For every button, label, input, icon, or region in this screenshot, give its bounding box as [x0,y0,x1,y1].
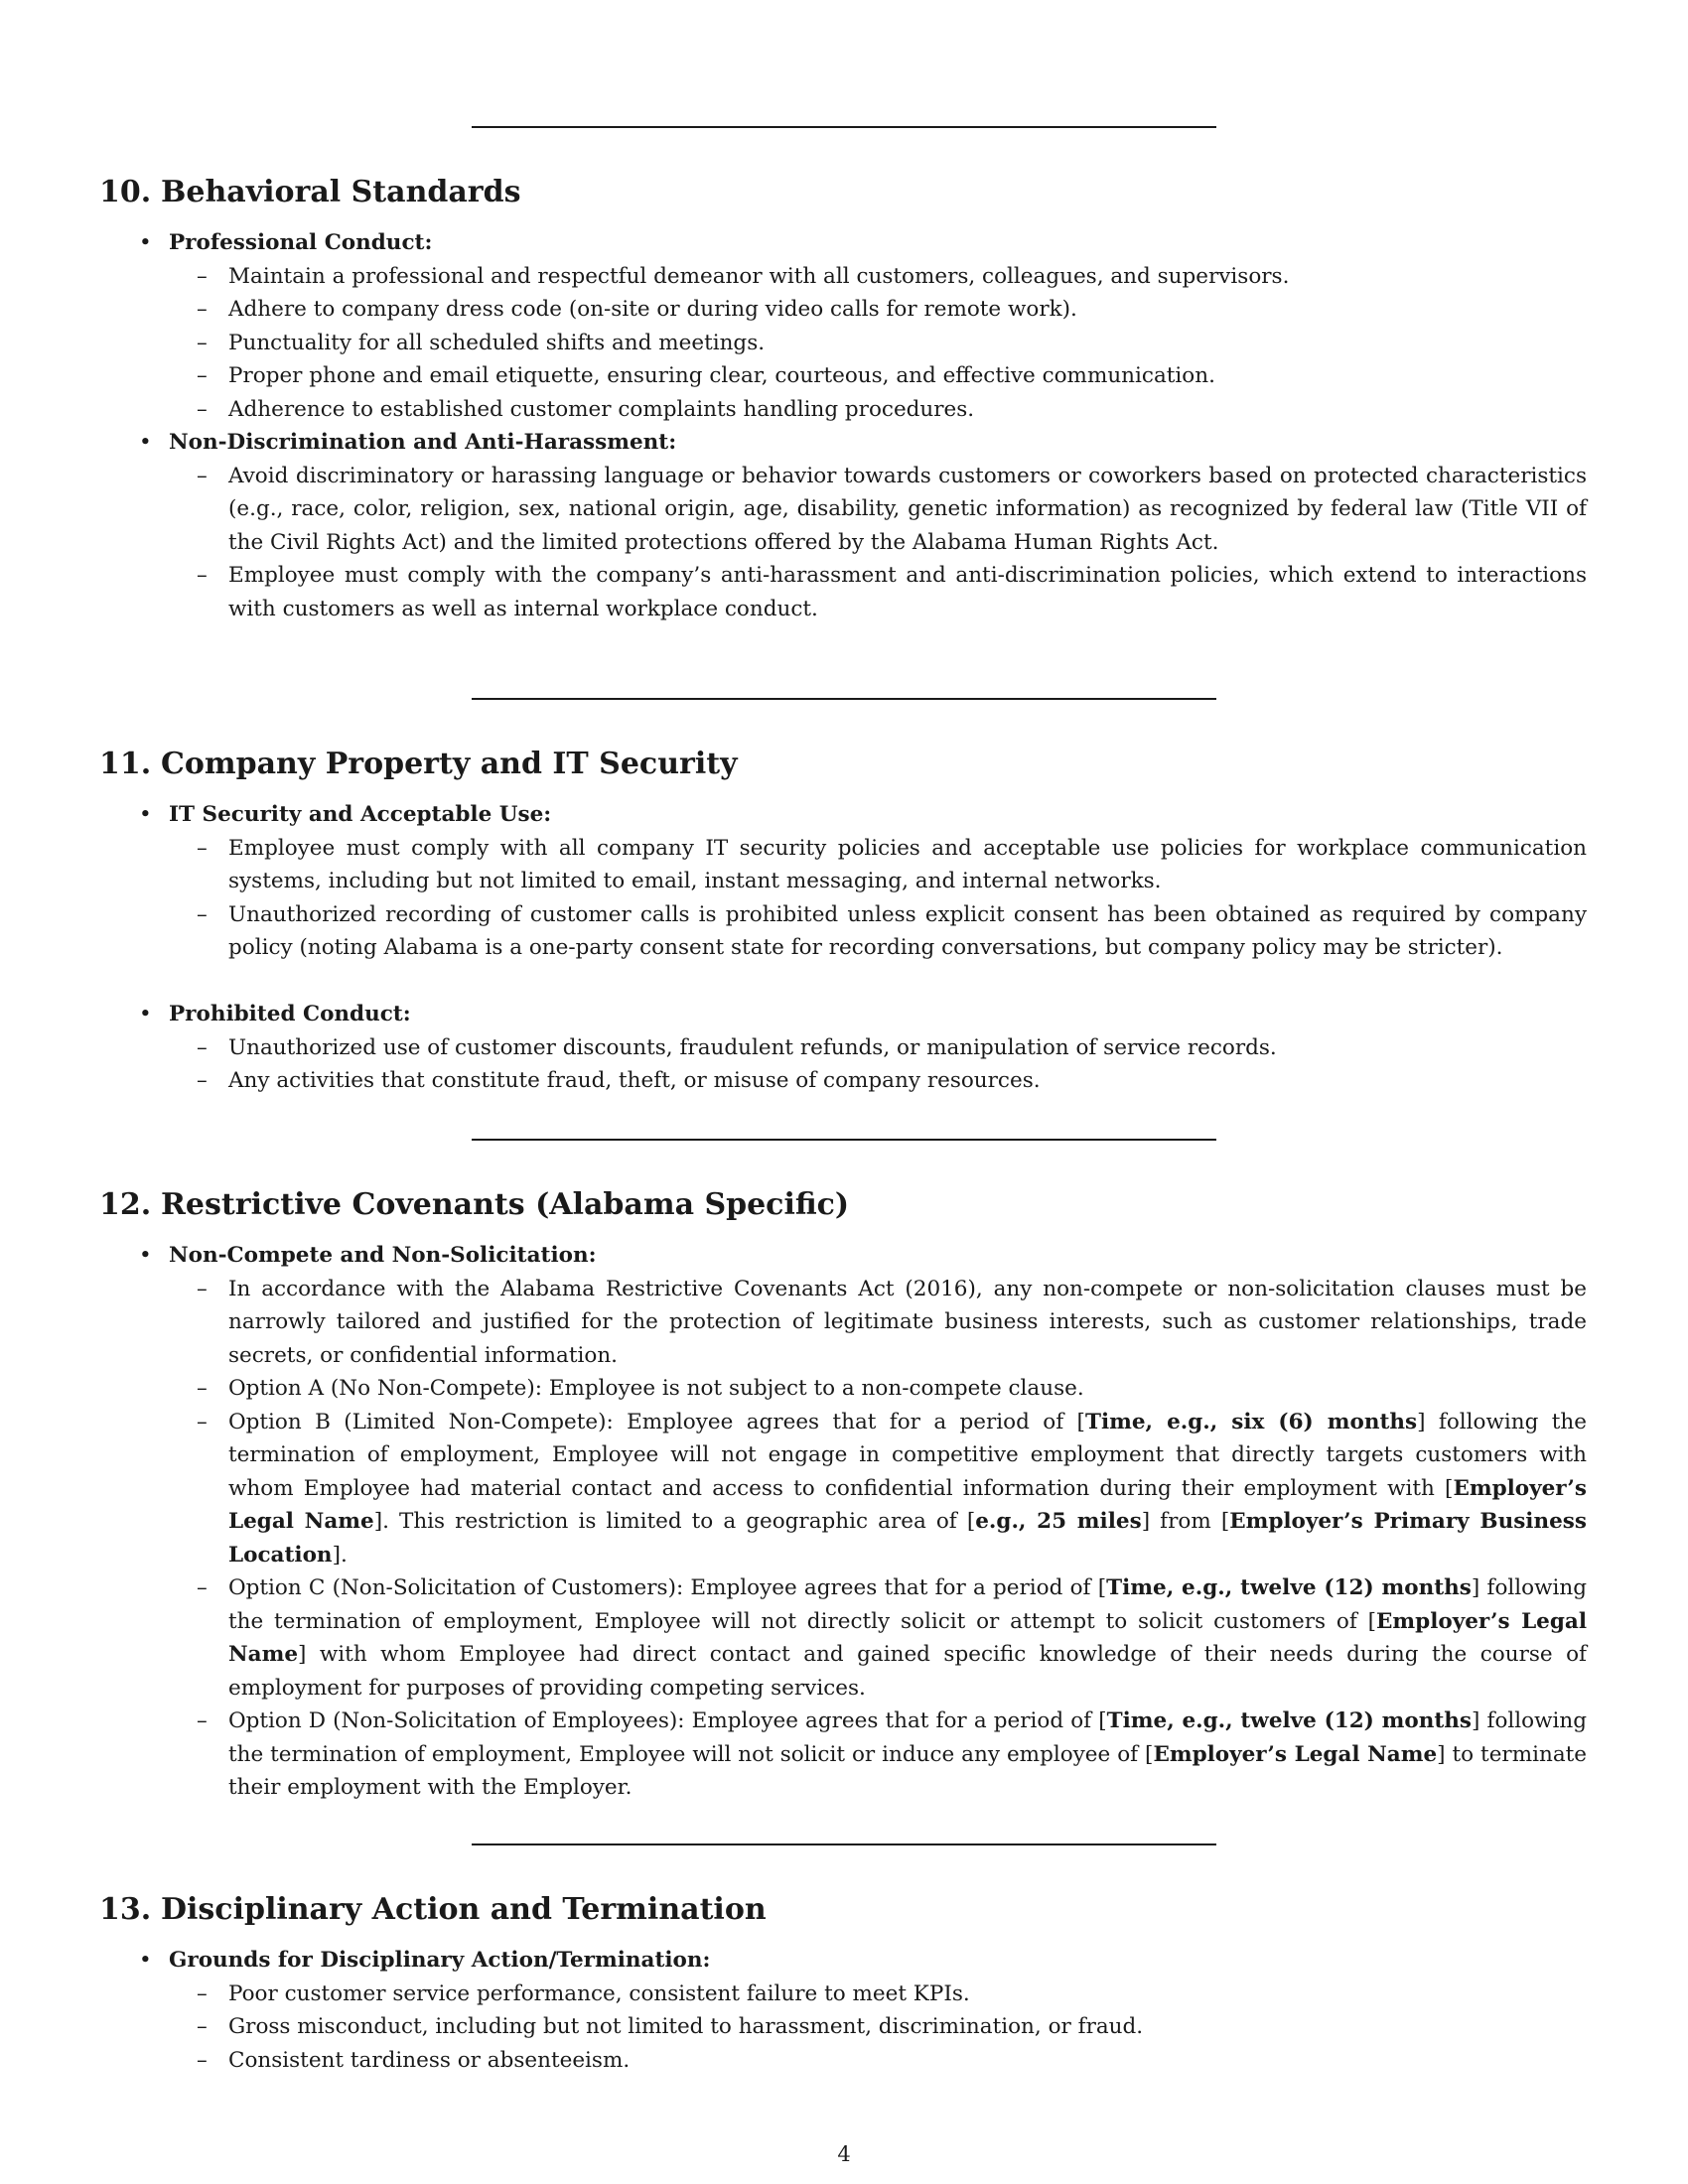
group-it-security [137,798,1587,965]
list-item: – Option D (Non-Solicitation of Employees): Employee agrees that for a period of [Time, e.g., twelve (12) months] following the termination of employment, Employee will not solicit or induce any employee of [Employer’s Legal Name] to terminate their employment with the Employer. [197,1708,1587,1800]
group-non-compete [137,1239,1587,1805]
section-divider [472,126,1216,128]
section-divider [472,1139,1216,1141]
section-title: Behavioral Standards [161,175,521,209]
section-divider [472,1843,1216,1845]
group-disciplinary-grounds [137,1944,1587,2077]
list-item: – Unauthorized recording of customer calls is prohibited unless explicit consent has been obtained as required by company policy (noting Alabama is a one-party consent state for recording conversations, but company policy may be stricter). [197,901,1587,960]
section-number: 10. [99,175,152,209]
list-item: – Punctuality for all scheduled shifts and meetings. [197,330,766,355]
group-professional-conduct [137,226,1587,426]
list-item: – Option C (Non-Solicitation of Customers): Employee agrees that for a period of [Time, e.g., twelve (12) months] following the termination of employment, Employee will not directly solicit or attempt to solicit customers of [Employer’s Legal Name] with whom Employee had direct contact and gained specific knowledge of their needs during the course of employment for purposes of providing competing services. [197,1575,1587,1701]
group-title: • Grounds for Disciplinary Action/Termination: [137,1944,1587,1978]
list-item: – Maintain a professional and respectful demeanor with all customers, colleagues, and supervisors. [197,263,1290,289]
section-title: Disciplinary Action and Termination [161,1892,767,1927]
section-heading-10 [99,175,520,210]
group-prohibited-conduct [137,998,1587,1098]
group-title: • Professional Conduct: [137,226,1587,260]
list-item: – Unauthorized use of customer discounts, fraudulent refunds, or manipulation of service records. [197,1034,1277,1060]
list-item: – Proper phone and email etiquette, ensuring clear, courteous, and effective communication. [197,363,1215,388]
list-item: – Avoid discriminatory or harassing language or behavior towards customers or coworkers based on protected characteristics (e.g., race, color, religion, sex, national origin, age, disability, genetic information) as recognized by federal law (Title VII of the Civil Rights Act) and the limited protections offered by the Alabama Human Rights Act. [197,463,1587,555]
list-item: – Gross misconduct, including but not limited to harassment, discrimination, or fraud. [197,2014,1144,2039]
group-title: • IT Security and Acceptable Use: [137,798,1587,832]
list-item: – Employee must comply with all company IT security policies and acceptable use policies for workplace communication systems, including but not limited to email, instant messaging, and internal networks. [197,835,1587,893]
list-item: – Option B (Limited Non-Compete): Employee agrees that for a period of [Time, e.g., six (6) months] following the termination of employment, Employee will not engage in competitive employment that directly targets customers with whom Employee had material contact and access to confidential information during their employment with [Employer’s Legal Name]. This restriction is limited to a geographic area of [e.g., 25 miles] from [Employer’s Primary Business Location]. [197,1409,1587,1568]
group-title: • Prohibited Conduct: [137,998,1587,1031]
list-item: – Option A (No Non-Compete): Employee is not subject to a non-compete clause. [197,1376,1084,1401]
section-title: Restrictive Covenants (Alabama Specific) [161,1187,850,1222]
page-number: 4 [837,2142,851,2166]
group-title: • Non-Compete and Non-Solicitation: [137,1239,1587,1273]
list-item: – In accordance with the Alabama Restrictive Covenants Act (2016), any non-compete or non-solicitation clauses must be narrowly tailored and justified for the protection of legitimate business interests, such as customer relationships, trade secrets, or confidential information. [197,1276,1587,1368]
section-title: Company Property and IT Security [161,747,738,781]
list-item: – Consistent tardiness or absenteeism. [197,2047,631,2073]
section-number: 12. [99,1187,152,1222]
section-heading-13 [99,1892,767,1928]
section-number: 13. [99,1892,152,1927]
section-number: 11. [99,747,152,781]
section-divider [472,698,1216,700]
list-item: – Poor customer service performance, consistent failure to meet KPIs. [197,1980,970,2006]
list-item: – Adhere to company dress code (on-site or during video calls for remote work). [197,297,1077,322]
list-item: – Employee must comply with the company’s anti-harassment and anti-discrimination policies, which extend to interactions with customers as well as internal workplace conduct. [197,563,1587,621]
group-non-discrimination [137,426,1587,625]
section-heading-12 [99,1187,849,1223]
list-item: – Any activities that constitute fraud, theft, or misuse of company resources. [197,1068,1041,1093]
list-item: – Adherence to established customer complaints handling procedures. [197,396,975,422]
group-title: • Non-Discrimination and Anti-Harassment: [137,426,1587,460]
section-heading-11 [99,747,738,782]
